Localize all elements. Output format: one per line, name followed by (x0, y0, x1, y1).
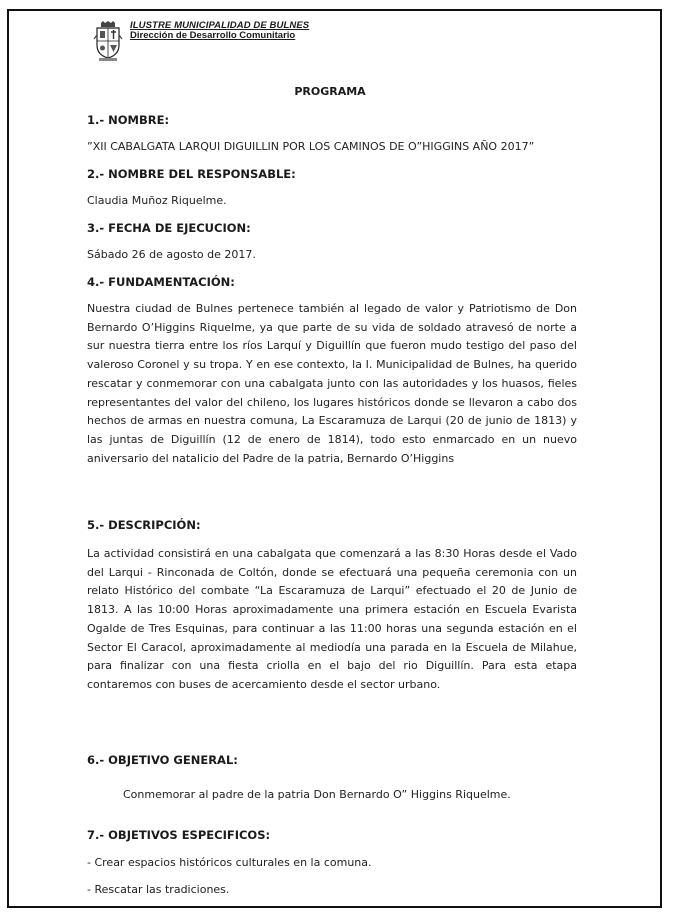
letterhead (130, 21, 309, 41)
section-1-heading: 1.- NOMBRE: (87, 113, 170, 127)
section-5-heading: 5.- DESCRIPCIÓN: (87, 518, 201, 532)
municipality-name: ILUSTRE MUNICIPALIDAD DE BULNES (130, 20, 310, 31)
section-2-heading: 2.- NOMBRE DEL RESPONSABLE: (87, 167, 296, 181)
department-name: Dirección de Desarrollo Comunitario (130, 30, 296, 41)
objective-item: - Rescatar las tradiciones. (87, 883, 230, 896)
document-title: PROGRAMA (294, 85, 366, 98)
section-4-paragraph: Nuestra ciudad de Bulnes pertenece también al legado de valor y Patriotismo de Don Bernardo O’Higgins Riquelme, ya que parte de su vida de soldado atravesó de norte a sur nuestra tierra entre los ríos Larquí y Diguillín que fueron mudo testigo del paso del valeroso Coronel y su tropa. Y en ese contexto, la I. Municipalidad de Bulnes, ha querido rescatar y conmemorar con una cabalgata junto con las autoridades y los huasos, fieles representantes del valor del chileno, los lugares históricos donde se llevaron a cabo dos hechos de armas en nuestra comuna, La Escaramuza de Larqui (20 de junio de 1813) y las juntas de Diguillín (12 de enero de 1814), todo esto enmarcado en un nuevo aniversario del natalicio del Padre de la patria, Bernardo O’Higgins (87, 302, 577, 465)
section-1-text: ”XII CABALGATA LARQUI DIGUILLIN POR LOS CAMINOS DE O”HIGGINS AÑO 2017” (87, 140, 535, 153)
section-6-heading: 6.- OBJETIVO GENERAL: (87, 753, 238, 767)
objective-item: - Crear espacios históricos culturales en la comuna. (87, 856, 372, 869)
section-5-paragraph: La actividad consistirá en una cabalgata que comenzará a las 8:30 Horas desde el Vado del Larqui - Rinconada de Coltón, donde se efectuará una pequeña ceremonia con un relato Histórico del combate “La Escaramuza de Larqui” efectuado el 20 de Junio de 1813. A las 10:00 Horas aproximadamente una primera estación en Escuela Evarista Ogalde de Tres Esquinas, para continuar a las 11:00 horas una segunda estación en el Sector El Caracol, aproximadamente al mediodía una parada en la Escuela de Milahue, para finalizar con una fiesta criolla en el bajo del rio Diguillín. Para esta etapa contaremos con buses de acercamiento desde el sector urbano. (87, 547, 577, 691)
section-3-text: Sábado 26 de agosto de 2017. (87, 248, 256, 261)
section-3-heading: 3.- FECHA DE EJECUCION: (87, 221, 251, 235)
section-4-heading: 4.- FUNDAMENTACIÓN: (87, 275, 235, 289)
section-6-text: Conmemorar al padre de la patria Don Bernardo O” Higgins Riquelme. (123, 788, 511, 801)
municipal-crest-icon (93, 21, 123, 61)
section-2-text: Claudia Muñoz Riquelme. (87, 194, 227, 207)
section-7-heading: 7.- OBJETIVOS ESPECIFICOS: (87, 828, 271, 842)
